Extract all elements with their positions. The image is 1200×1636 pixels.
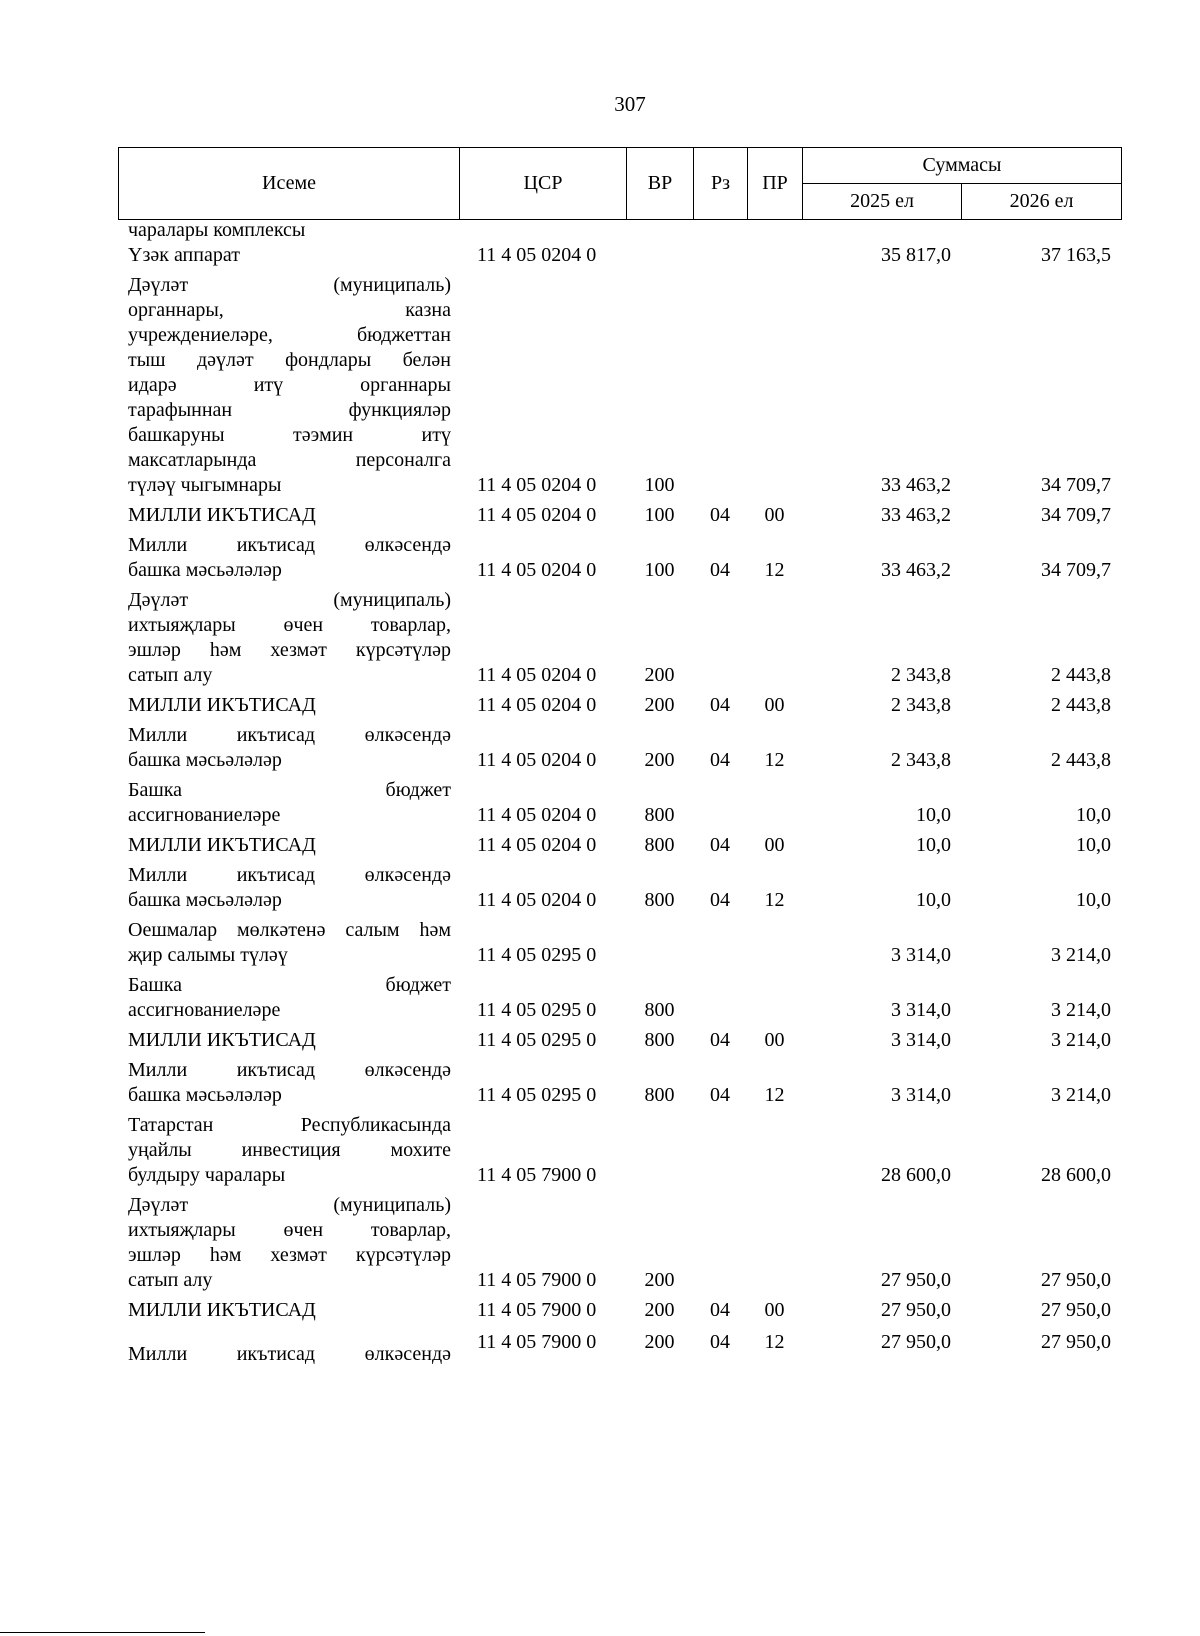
row-pr	[747, 588, 802, 693]
row-name	[118, 1193, 459, 1298]
row-csr: 11 4 05 0295 0	[477, 999, 597, 1021]
row-vr: 200	[644, 664, 675, 686]
row-pr: 00	[764, 694, 785, 716]
row-name	[118, 863, 459, 918]
row-name-line: максатларында персоналга	[128, 449, 451, 471]
row-pr: 12	[764, 749, 785, 771]
table-row	[118, 588, 1121, 693]
row-vr: 100	[644, 559, 675, 581]
row-pr	[747, 973, 802, 1028]
row-csr: 11 4 05 0204 0	[477, 664, 597, 686]
row-name	[118, 503, 459, 533]
row-name-line: булдыру чаралары	[128, 1164, 286, 1186]
row-vr: 200	[644, 749, 675, 771]
row-name	[118, 1298, 459, 1328]
row-s1: 33 463,2	[881, 559, 951, 581]
row-name-line: сатып алу	[128, 664, 213, 686]
row-name-line: Дәүләт (муниципаль)	[128, 274, 451, 296]
table-row	[118, 918, 1121, 973]
table-row	[118, 723, 1121, 778]
row-name-line: МИЛЛИ ИКЪТИСАД	[128, 1029, 316, 1051]
table-row	[118, 1113, 1121, 1193]
row-vr: 100	[644, 504, 675, 526]
row-vr: 800	[644, 834, 675, 856]
row-pr	[747, 1113, 802, 1193]
row-name-line: түләү чыгымнары	[128, 474, 282, 496]
row-name	[118, 1028, 459, 1058]
row-s2: 3 214,0	[1051, 1029, 1111, 1051]
row-rz: 04	[710, 1299, 730, 1321]
row-rz: 04	[710, 694, 730, 716]
row-pr	[747, 273, 802, 503]
table-row	[118, 973, 1121, 1028]
row-name-line: уңайлы инвестиция мохите	[128, 1139, 451, 1161]
table-row	[118, 503, 1121, 533]
table-row	[118, 1058, 1121, 1113]
row-s1: 2 343,8	[891, 749, 951, 771]
row-s2: 3 214,0	[1051, 944, 1111, 966]
table-row	[118, 273, 1121, 503]
row-csr: 11 4 05 0295 0	[477, 944, 597, 966]
row-pr: 00	[764, 504, 785, 526]
row-name	[118, 533, 459, 588]
row-s2: 34 709,7	[1041, 474, 1111, 496]
row-s1: 3 314,0	[891, 1084, 951, 1106]
row-name	[118, 218, 459, 243]
row-rz	[693, 588, 747, 693]
table-row	[118, 863, 1121, 918]
row-rz	[693, 1193, 747, 1298]
row-csr: 11 4 05 7900 0	[477, 1269, 597, 1291]
row-s2: 27 950,0	[1041, 1269, 1111, 1291]
row-s2	[961, 218, 1121, 243]
row-name-line: җир салымы түләү	[128, 944, 288, 966]
row-vr: 200	[644, 1299, 675, 1321]
row-s2: 10,0	[1076, 804, 1111, 826]
row-csr: 11 4 05 0204 0	[477, 694, 597, 716]
row-csr: 11 4 05 0204 0	[477, 834, 597, 856]
header-pr: ПР	[748, 148, 803, 220]
table-row	[118, 1328, 1121, 1372]
row-s2: 37 163,5	[1041, 244, 1111, 266]
row-name-line: эшләр һәм хезмәт күрсәтүләр	[128, 1244, 451, 1266]
row-s1: 27 950,0	[881, 1299, 951, 1321]
row-csr: 11 4 05 0204 0	[477, 504, 597, 526]
row-name-line: ихтыяҗлары өчен товарлар,	[128, 614, 451, 636]
row-csr: 11 4 05 0204 0	[477, 889, 597, 911]
row-name-line: Милли икътисад өлкәсендә	[128, 1059, 451, 1081]
row-csr: 11 4 05 0204 0	[477, 559, 597, 581]
row-vr: 800	[644, 1084, 675, 1106]
budget-table	[118, 218, 1121, 1372]
row-name	[118, 243, 459, 273]
row-s1: 2 343,8	[891, 694, 951, 716]
row-vr: 200	[644, 694, 675, 716]
row-vr: 200	[644, 1269, 675, 1291]
row-name-line: органнары, казна	[128, 299, 451, 321]
row-rz: 04	[710, 749, 730, 771]
row-s1	[802, 218, 961, 243]
row-name-line: Үзәк аппарат	[128, 244, 240, 266]
row-name-line: сатып алу	[128, 1269, 213, 1291]
table-row	[118, 693, 1121, 723]
table-row	[118, 1028, 1121, 1058]
row-vr: 800	[644, 889, 675, 911]
row-s1: 35 817,0	[881, 244, 951, 266]
row-csr	[459, 218, 626, 243]
row-s1: 27 950,0	[881, 1331, 951, 1353]
page-number: 307	[614, 92, 646, 116]
table-row	[118, 243, 1121, 273]
row-vr: 800	[644, 999, 675, 1021]
row-pr: 00	[764, 1029, 785, 1051]
header-sums: Суммасы	[803, 148, 1122, 184]
row-pr: 12	[764, 559, 785, 581]
table-row	[118, 218, 1121, 243]
row-name-line: тарафыннан функцияләр	[128, 399, 451, 421]
row-rz: 04	[710, 1331, 730, 1353]
row-name	[118, 273, 459, 503]
row-pr	[747, 778, 802, 833]
row-name-line: Татарстан Республикасында	[128, 1114, 451, 1136]
header-rz: Рз	[694, 148, 748, 220]
row-vr: 200	[644, 1331, 675, 1353]
row-name	[118, 1113, 459, 1193]
row-name-line: Оешмалар мөлкәтенә салым һәм	[128, 919, 451, 941]
row-pr: 00	[764, 1299, 785, 1321]
table-row	[118, 833, 1121, 863]
row-rz: 04	[710, 1084, 730, 1106]
row-name	[118, 723, 459, 778]
header-year-2026: 2026 ел	[962, 184, 1122, 220]
row-pr	[747, 918, 802, 973]
row-name	[118, 1328, 459, 1372]
row-name	[118, 693, 459, 723]
row-rz	[693, 778, 747, 833]
row-csr: 11 4 05 0204 0	[477, 749, 597, 771]
row-name-line: идарә итү органнары	[128, 374, 451, 396]
row-vr	[626, 1113, 693, 1193]
header-year-2025: 2025 ел	[803, 184, 962, 220]
row-rz: 04	[710, 1029, 730, 1051]
row-name-line: учреждениеләре, бюджеттан	[128, 324, 451, 346]
row-vr	[626, 243, 693, 273]
row-s1: 3 314,0	[891, 1029, 951, 1051]
row-csr: 11 4 05 0204 0	[477, 804, 597, 826]
row-s2: 2 443,8	[1051, 664, 1111, 686]
row-csr: 11 4 05 0204 0	[477, 474, 597, 496]
row-rz: 04	[710, 504, 730, 526]
row-pr	[747, 218, 802, 243]
row-s2: 3 214,0	[1051, 999, 1111, 1021]
row-name-line: ихтыяҗлары өчен товарлар,	[128, 1219, 451, 1241]
row-name-line: МИЛЛИ ИКЪТИСАД	[128, 1299, 316, 1321]
row-s2: 34 709,7	[1041, 504, 1111, 526]
row-s1: 27 950,0	[881, 1269, 951, 1291]
row-s1: 10,0	[916, 804, 951, 826]
row-csr: 11 4 05 0295 0	[477, 1084, 597, 1106]
row-vr: 800	[644, 1029, 675, 1051]
row-s1: 33 463,2	[881, 504, 951, 526]
row-name-line: МИЛЛИ ИКЪТИСАД	[128, 504, 316, 526]
row-csr: 11 4 05 7900 0	[477, 1299, 597, 1321]
row-pr	[747, 1193, 802, 1298]
row-vr	[626, 918, 693, 973]
row-name-line: башкаруны тәэмин итү	[128, 424, 451, 446]
header-name: Исеме	[119, 148, 460, 220]
row-csr: 11 4 05 0295 0	[477, 1029, 597, 1051]
row-rz	[693, 1113, 747, 1193]
row-pr: 00	[764, 834, 785, 856]
row-pr: 12	[764, 889, 785, 911]
row-name	[118, 588, 459, 693]
table-row	[118, 1298, 1121, 1328]
row-s1: 2 343,8	[891, 664, 951, 686]
row-rz	[693, 273, 747, 503]
row-s2: 27 950,0	[1041, 1331, 1111, 1353]
row-name-line: Милли икътисад өлкәсендә	[128, 1343, 451, 1365]
row-name-line: чаралары комплексы	[128, 219, 306, 241]
row-csr: 11 4 05 7900 0	[477, 1164, 597, 1186]
row-name-line: башка мәсьәләләр	[128, 1084, 282, 1106]
header-vr: ВР	[627, 148, 694, 220]
row-name	[118, 1058, 459, 1113]
row-name-line: Башка бюджет	[128, 974, 451, 996]
row-name-line: Дәүләт (муниципаль)	[128, 589, 451, 611]
table-header	[118, 147, 1122, 220]
row-name	[118, 833, 459, 863]
row-pr	[747, 243, 802, 273]
row-name-line: Милли икътисад өлкәсендә	[128, 724, 451, 746]
row-name-line: МИЛЛИ ИКЪТИСАД	[128, 694, 316, 716]
row-vr	[626, 218, 693, 243]
row-vr: 100	[644, 474, 675, 496]
header-csr: ЦСР	[460, 148, 627, 220]
row-s1: 3 314,0	[891, 999, 951, 1021]
row-s1: 10,0	[916, 834, 951, 856]
row-rz	[693, 218, 747, 243]
row-s2: 3 214,0	[1051, 1084, 1111, 1106]
row-name-line: башка мәсьәләләр	[128, 889, 282, 911]
row-csr: 11 4 05 7900 0	[477, 1331, 597, 1353]
table-row	[118, 1193, 1121, 1298]
row-rz: 04	[710, 559, 730, 581]
row-s2: 10,0	[1076, 834, 1111, 856]
row-s2: 10,0	[1076, 889, 1111, 911]
row-rz	[693, 973, 747, 1028]
row-name-line: тыш дәүләт фондлары белән	[128, 349, 451, 371]
row-s1: 33 463,2	[881, 474, 951, 496]
row-name-line: ассигнованиеләре	[128, 804, 281, 826]
row-csr: 11 4 05 0204 0	[477, 244, 597, 266]
row-s2: 27 950,0	[1041, 1299, 1111, 1321]
row-name	[118, 778, 459, 833]
row-vr: 800	[644, 804, 675, 826]
row-name-line: Башка бюджет	[128, 779, 451, 801]
row-s2: 28 600,0	[1041, 1164, 1111, 1186]
row-name	[118, 918, 459, 973]
row-s1: 3 314,0	[891, 944, 951, 966]
row-rz: 04	[710, 889, 730, 911]
row-pr: 12	[764, 1331, 785, 1353]
row-rz	[693, 243, 747, 273]
row-name	[118, 973, 459, 1028]
row-rz	[693, 918, 747, 973]
row-name-line: Милли икътисад өлкәсендә	[128, 534, 451, 556]
footer-rule	[0, 1632, 205, 1633]
row-rz: 04	[710, 834, 730, 856]
row-name-line: МИЛЛИ ИКЪТИСАД	[128, 834, 316, 856]
row-s1: 10,0	[916, 889, 951, 911]
table-row	[118, 533, 1121, 588]
row-name-line: Милли икътисад өлкәсендә	[128, 864, 451, 886]
row-s2: 2 443,8	[1051, 749, 1111, 771]
row-name-line: эшләр һәм хезмәт күрсәтүләр	[128, 639, 451, 661]
row-name-line: Дәүләт (муниципаль)	[128, 1194, 451, 1216]
row-s2: 2 443,8	[1051, 694, 1111, 716]
row-s1: 28 600,0	[881, 1164, 951, 1186]
table-row	[118, 778, 1121, 833]
row-name-line: башка мәсьәләләр	[128, 749, 282, 771]
row-pr: 12	[764, 1084, 785, 1106]
row-s2: 34 709,7	[1041, 559, 1111, 581]
row-name-line: башка мәсьәләләр	[128, 559, 282, 581]
row-name-line: ассигнованиеләре	[128, 999, 281, 1021]
